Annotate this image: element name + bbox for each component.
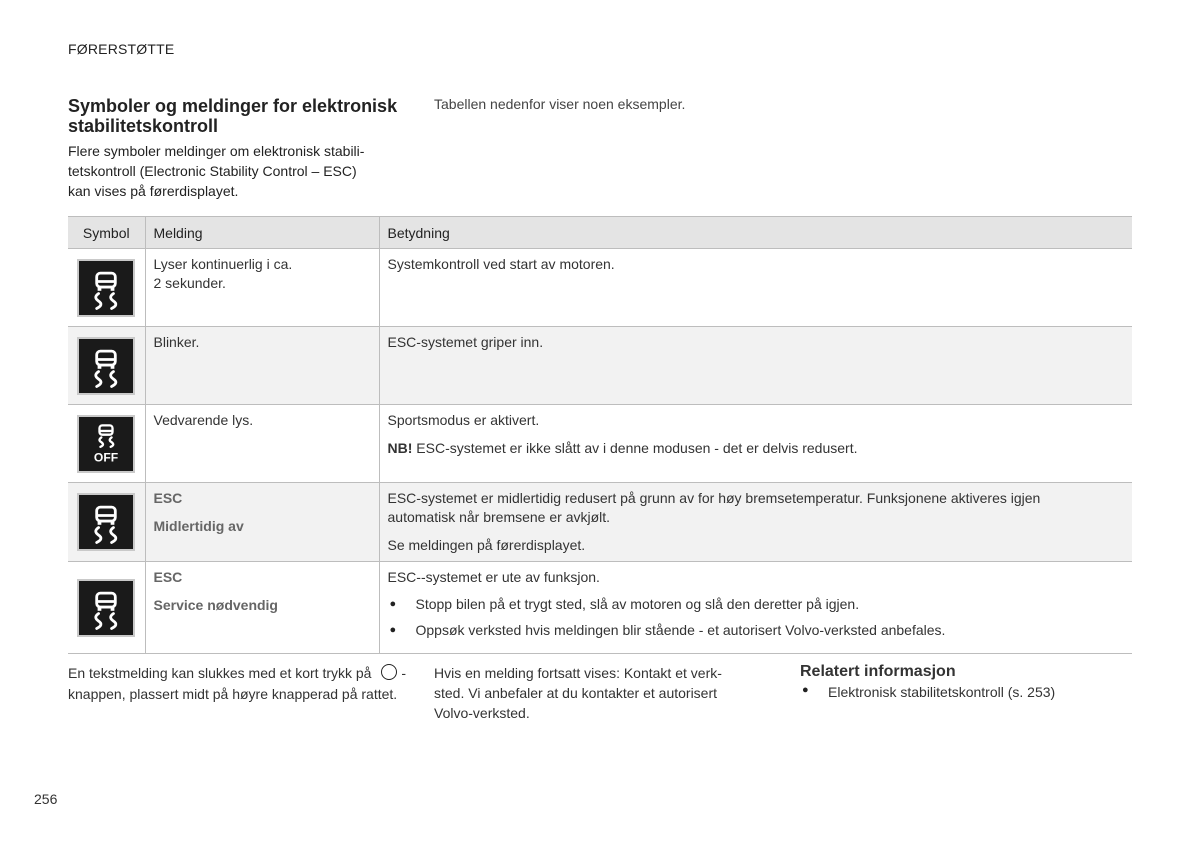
dismiss-text-after: -knappen, plassert midt på høyre knapperad på rattet. (68, 665, 407, 702)
dismiss-text-before: En tekstmelding kan slukkes med et kort trykk på (68, 665, 372, 681)
table-row (68, 562, 1132, 654)
section-header: FØRERSTØTTE (68, 41, 175, 57)
message-title: ESC (153, 490, 183, 506)
symbol-cell (68, 327, 145, 405)
dismiss-note (68, 663, 408, 705)
workshop-note (434, 663, 764, 723)
intro-line: kan vises på førerdisplayet. (68, 183, 239, 199)
symbol-cell (68, 483, 145, 562)
message-subtitle: Midlertidig av (153, 518, 244, 534)
table-row (68, 249, 1132, 327)
column-header-message: Melding (145, 217, 379, 249)
note-text: ESC-systemet er ikke slått av i denne modusen - det er delvis redusert. (416, 440, 858, 456)
list-item: ● Stopp bilen på et trygt sted, slå av motoren og slå den deretter på igjen. (388, 595, 1125, 614)
meaning-cell (379, 483, 1132, 562)
column-header-symbol: Symbol (68, 217, 145, 249)
o-button-icon (381, 664, 397, 680)
related-title: Relatert informasjon (800, 663, 956, 680)
column-header-meaning: Betydning (379, 217, 1132, 249)
esc-skid-icon (77, 493, 135, 551)
meaning-cell (379, 327, 1132, 405)
workshop-line: Hvis en melding fortsatt vises: Kontakt et verk- (434, 665, 722, 681)
page-number: 256 (34, 791, 58, 807)
message-text: Blinker. (153, 334, 200, 350)
table-row (68, 405, 1132, 483)
esc-off-icon (77, 415, 135, 473)
meaning-text: automatisk når bremsene er avkjølt. (387, 509, 611, 525)
symbol-cell (68, 405, 145, 483)
message-text: Lyser kontinuerlig i ca. (153, 256, 293, 272)
symbol-cell (68, 249, 145, 327)
esc-skid-icon (77, 259, 135, 317)
esc-skid-icon (77, 579, 135, 637)
workshop-line: Volvo-verksted. (434, 705, 530, 721)
meaning-cell (379, 405, 1132, 483)
intro-line: tetskontroll (Electronic Stability Control – ESC) (68, 163, 357, 179)
meaning-text: Systemkontroll ved start av motoren. (387, 256, 615, 272)
message-text: Vedvarende lys. (153, 412, 254, 428)
meaning-text: ESC--systemet er ute av funksjon. (387, 569, 600, 585)
message-cell (145, 562, 379, 654)
intro-paragraph (68, 141, 398, 201)
meaning-extra: Se meldingen på førerdisplayet. (387, 537, 586, 553)
meaning-cell (379, 562, 1132, 654)
message-text: 2 sekunder. (153, 275, 226, 291)
esc-skid-icon (77, 337, 135, 395)
esc-symbols-table (68, 216, 1132, 654)
table-row (68, 483, 1132, 562)
action-list (388, 595, 1125, 640)
meaning-cell (379, 249, 1132, 327)
meaning-text: ESC-systemet griper inn. (387, 334, 544, 350)
note-label: NB! (387, 440, 413, 456)
message-cell (145, 249, 379, 327)
symbol-cell (68, 562, 145, 654)
message-subtitle: Service nødvendig (153, 597, 278, 613)
meaning-text: Sportsmodus er aktivert. (387, 412, 540, 428)
list-item: ● Oppsøk verksted hvis meldingen blir stående - et autorisert Volvo-verksted anbefales. (388, 621, 1125, 640)
intro-line: Flere symboler meldinger om elektronisk stabili- (68, 143, 365, 159)
message-cell (145, 483, 379, 562)
workshop-line: sted. Vi anbefaler at du kontakter et autorisert (434, 685, 718, 701)
table-intro: Tabellen nedenfor viser noen eksempler. (434, 96, 686, 112)
page-title: Symboler og meldinger for elektronisk stabilitetskontroll (68, 96, 398, 136)
meaning-text: ESC-systemet er midlertidig redusert på grunn av for høy bremsetemperatur. Funksjonene aktiveres igjen (387, 490, 1041, 506)
meaning-note (388, 439, 1125, 458)
related-link[interactable]: ● Elektronisk stabilitetskontroll (s. 253) (800, 684, 1130, 700)
table-header-row (68, 217, 1132, 249)
related-info (800, 663, 1130, 700)
message-cell (145, 327, 379, 405)
off-label: OFF (94, 450, 119, 465)
message-title: ESC (153, 569, 183, 585)
message-cell (145, 405, 379, 483)
table-row (68, 327, 1132, 405)
